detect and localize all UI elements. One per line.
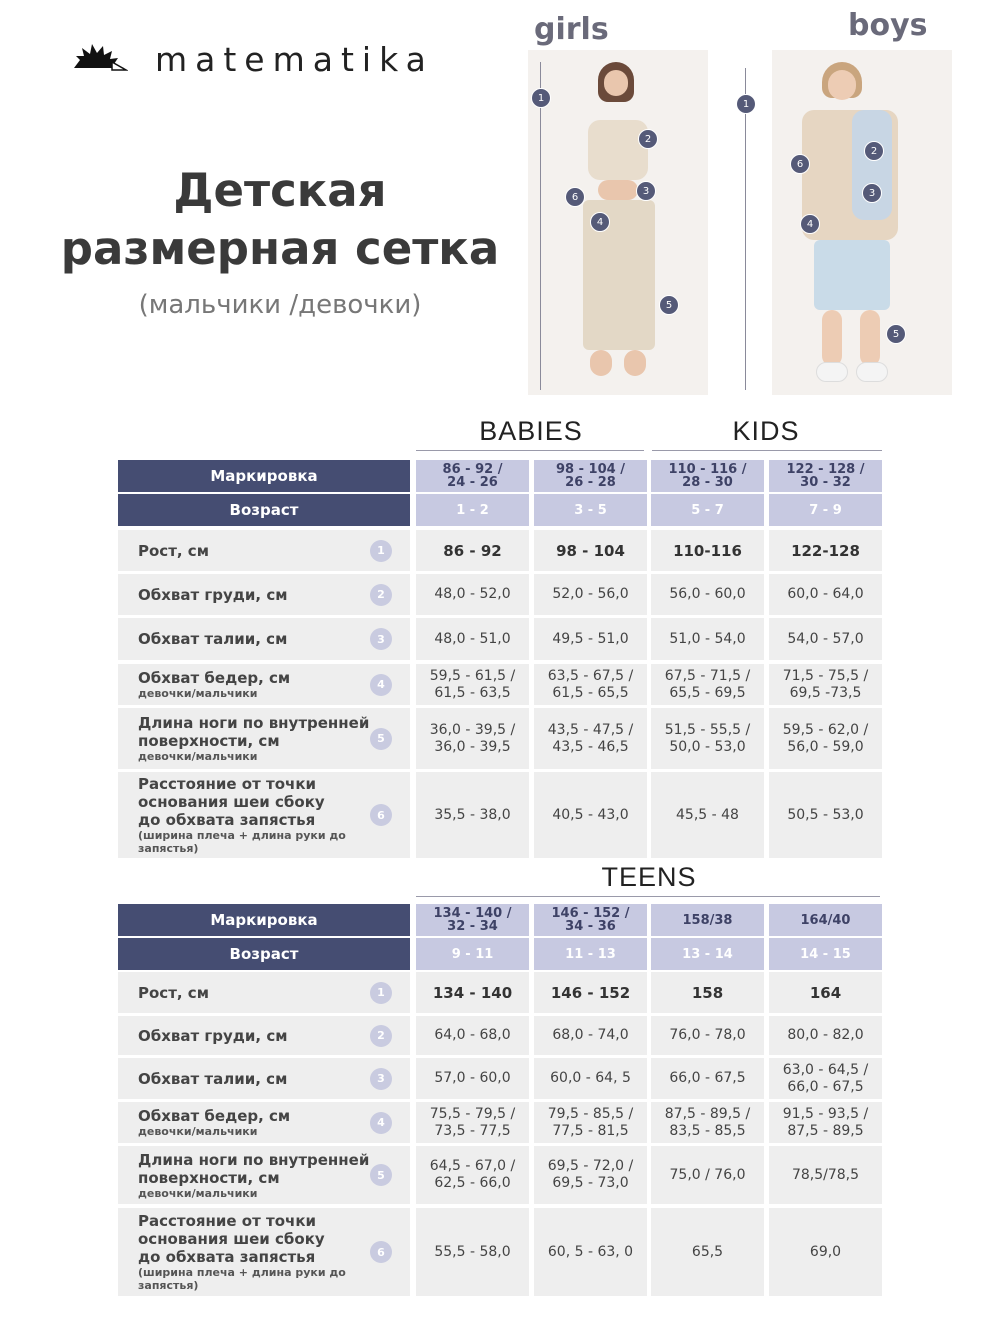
- boys-marker-3: 3: [862, 183, 882, 203]
- marking-value-line: 158/38: [682, 912, 733, 928]
- age-value: 13 - 14: [651, 938, 764, 970]
- table-cell-line: 79,5 - 85,5 /: [547, 1105, 634, 1122]
- table-cell-line: 122-128: [791, 541, 860, 560]
- row-number-badge: 2: [370, 1025, 392, 1047]
- table-cell: [769, 618, 882, 660]
- girls-marker-2: 2: [638, 129, 658, 149]
- age-value: 9 - 11: [416, 938, 529, 970]
- table-cell: [769, 1146, 882, 1204]
- table-cell: [534, 1016, 647, 1055]
- marking-value-line: 24 - 26: [447, 475, 498, 490]
- row-number-badge: 5: [370, 1164, 392, 1186]
- table-cell-line: 59,5 - 61,5 /: [429, 667, 516, 684]
- table-cell: [534, 1208, 647, 1296]
- table-cell-line: 52,0 - 56,0: [552, 586, 629, 603]
- girls-photo: [528, 50, 708, 395]
- table-cell-line: 51,5 - 55,5 /: [664, 721, 751, 738]
- boys-marker-1: 1: [736, 94, 756, 114]
- table-cell-line: 73,5 - 77,5: [434, 1122, 511, 1139]
- row-label: [118, 972, 410, 1013]
- row-label-text: Обхват талии, см: [138, 630, 288, 648]
- row-label: [118, 1058, 410, 1099]
- table-cell: [534, 618, 647, 660]
- table-cell-line: 49,5 - 51,0: [552, 630, 629, 647]
- table-cell: [769, 1016, 882, 1055]
- row-number-badge: 4: [370, 1112, 392, 1134]
- row-label-note: (ширина плеча + длина руки до запястья): [138, 829, 346, 855]
- table-cell: [416, 664, 529, 705]
- row-number-badge: 1: [370, 540, 392, 562]
- row-label: [118, 1102, 410, 1143]
- table-cell-line: 65,5 - 69,5: [669, 684, 746, 701]
- row-label-note: (ширина плеча + длина руки до запястья): [138, 1266, 346, 1292]
- table-cell-line: 76,0 - 78,0: [669, 1027, 746, 1044]
- table-cell-line: 48,0 - 51,0: [434, 630, 511, 647]
- table-cell-line: 61,5 - 63,5: [434, 684, 511, 701]
- row-label-text: Рост, см: [138, 541, 209, 560]
- girls-label: girls: [534, 12, 609, 47]
- girls-marker-3: 3: [636, 181, 656, 201]
- table-cell-line: 69,5 - 73,0: [552, 1175, 629, 1191]
- row-label-text: Длина ноги по внутренней: [138, 714, 370, 732]
- table-cell-line: 61,5 - 65,5: [552, 684, 629, 701]
- row-number-badge: 5: [370, 728, 392, 750]
- marking-value-line: 122 - 128 /: [786, 462, 865, 477]
- marking-value-line: 146 - 152 /: [551, 906, 630, 921]
- table-cell-line: 146 - 152: [550, 983, 631, 1002]
- table-cell: [534, 1102, 647, 1143]
- kids-underline: [652, 450, 882, 451]
- row-label-text: Расстояние от точки: [138, 1212, 317, 1230]
- table-cell: [769, 664, 882, 705]
- table-cell: [534, 664, 647, 705]
- marking-value-line: 164/40: [800, 912, 851, 928]
- row-label-note: девочки/мальчики: [138, 1125, 258, 1138]
- table-cell: [534, 772, 647, 858]
- table-cell: [416, 708, 529, 769]
- marking-value-line: 110 - 116 /: [668, 462, 747, 477]
- table-cell: [651, 574, 764, 615]
- table-cell-line: 87,5 - 89,5 /: [664, 1105, 751, 1122]
- boys-marker-4: 4: [800, 214, 820, 234]
- row-label-text: Длина ноги по внутренней: [138, 1150, 370, 1169]
- table-cell-line: 60,0 - 64,0: [787, 586, 864, 603]
- row-label: [118, 574, 410, 615]
- table-cell: [416, 1016, 529, 1055]
- row-label: [118, 530, 410, 571]
- table-cell: [651, 1016, 764, 1055]
- table-cell-line: 80,0 - 82,0: [787, 1027, 864, 1044]
- row-label-text: основания шеи сбоку: [138, 793, 325, 811]
- row-label: [118, 664, 410, 705]
- table-cell-line: 60, 5 - 63, 0: [547, 1243, 634, 1260]
- marking-value: [534, 460, 647, 492]
- marking-value-line: 26 - 28: [565, 475, 616, 490]
- marking-value: [534, 904, 647, 936]
- marking-value: [651, 460, 764, 492]
- girls-marker-6: 6: [565, 187, 585, 207]
- table-cell-line: 164: [809, 983, 842, 1002]
- row-label-text: поверхности, см: [138, 1168, 280, 1187]
- table-cell-line: 64,5 - 67,0 /: [429, 1158, 516, 1175]
- page-title-line2: размерная сетка: [60, 222, 500, 275]
- table-cell: [416, 618, 529, 660]
- table-cell-line: 54,0 - 57,0: [787, 630, 864, 647]
- page-subtitle: (мальчики /девочки): [138, 290, 422, 320]
- table-cell-line: 83,5 - 85,5: [669, 1122, 746, 1139]
- table-cell: [534, 708, 647, 769]
- row-label: [118, 618, 410, 660]
- table-cell: [651, 972, 764, 1013]
- table-cell-line: 43,5 - 47,5 /: [547, 721, 634, 738]
- table-cell-line: 64,0 - 68,0: [434, 1027, 511, 1044]
- table-cell: [416, 574, 529, 615]
- table-cell-line: 65,5: [691, 1243, 724, 1260]
- table-cell-line: 51,0 - 54,0: [669, 630, 746, 647]
- row-label-note: девочки/мальчики: [138, 1186, 258, 1200]
- table-cell: [651, 1208, 764, 1296]
- table-cell-line: 62,5 - 66,0: [434, 1175, 511, 1191]
- table-cell: [769, 1208, 882, 1296]
- table-cell: [651, 1102, 764, 1143]
- hedgehog-logo-icon: [72, 42, 128, 74]
- age-label: Возраст: [118, 938, 410, 970]
- table-cell-line: 71,5 - 75,5 /: [782, 667, 869, 684]
- boys-marker-6: 6: [790, 154, 810, 174]
- table-cell-line: 50,0 - 53,0: [669, 738, 746, 755]
- table-cell-line: 91,5 - 93,5 /: [782, 1105, 869, 1122]
- table-cell: [769, 772, 882, 858]
- row-number-badge: 6: [370, 1241, 392, 1263]
- table-cell: [534, 1146, 647, 1204]
- table-cell: [651, 772, 764, 858]
- row-label-note: девочки/мальчики: [138, 687, 258, 700]
- boys-label: boys: [848, 8, 928, 43]
- row-label-text: Расстояние от точки: [138, 775, 317, 793]
- table-cell-line: 48,0 - 52,0: [434, 586, 511, 603]
- table-cell-line: 36,0 - 39,5 /: [429, 721, 516, 738]
- age-value: 1 - 2: [416, 494, 529, 526]
- row-label-text: Обхват груди, см: [138, 585, 288, 604]
- table-cell-line: 69,5 -73,5: [789, 684, 862, 701]
- section-kids: KIDS: [732, 416, 800, 446]
- boys-photo: [772, 50, 952, 395]
- table-cell: [416, 530, 529, 571]
- table-cell-line: 50,5 - 53,0: [787, 806, 864, 823]
- table-cell: [416, 772, 529, 858]
- table-cell-line: 66,0 - 67,5: [669, 1070, 746, 1087]
- boys-marker-5: 5: [886, 324, 906, 344]
- row-number-badge: 1: [370, 982, 392, 1004]
- table-cell: [651, 708, 764, 769]
- table-cell: [534, 530, 647, 571]
- babies-underline: [416, 450, 644, 451]
- marking-label: Маркировка: [118, 904, 410, 936]
- row-label: [118, 772, 410, 858]
- table-cell-line: 75,0 / 76,0: [669, 1166, 746, 1183]
- table-cell: [416, 1208, 529, 1296]
- table-cell: [416, 1102, 529, 1143]
- page-title-line1: Детская: [173, 164, 387, 217]
- row-label-text: поверхности, см: [138, 732, 280, 750]
- table-cell-line: 78,5/78,5: [791, 1166, 860, 1183]
- row-label-note: девочки/мальчики: [138, 750, 258, 763]
- table-cell-line: 59,5 - 62,0 /: [782, 721, 869, 738]
- table-cell-line: 45,5 - 48: [676, 806, 739, 823]
- marking-value: [416, 460, 529, 492]
- boys-height-line: [745, 68, 746, 390]
- girls-marker-4: 4: [590, 212, 610, 232]
- table-cell: [769, 530, 882, 571]
- girls-height-line: [540, 62, 541, 390]
- row-number-badge: 4: [370, 674, 392, 696]
- table-cell-line: 67,5 - 71,5 /: [664, 667, 751, 684]
- marking-value-line: 28 - 30: [682, 475, 733, 490]
- table-cell-line: 75,5 - 79,5 /: [429, 1105, 516, 1122]
- table-cell-line: 87,5 - 89,5: [787, 1122, 864, 1139]
- row-number-badge: 2: [370, 584, 392, 606]
- marking-value-line: 86 - 92 /: [442, 462, 503, 477]
- table-cell: [651, 618, 764, 660]
- table-cell-line: 77,5 - 81,5: [552, 1122, 629, 1139]
- brand-name: matematika: [155, 40, 434, 79]
- girls-marker-1: 1: [531, 88, 551, 108]
- row-label-text: Обхват талии, см: [138, 1069, 288, 1088]
- table-cell-line: 63,5 - 67,5 /: [547, 667, 634, 684]
- table-cell-line: 56,0 - 59,0: [787, 738, 864, 755]
- teens-underline: [416, 896, 880, 897]
- table-cell-line: 36,0 - 39,5: [434, 738, 511, 755]
- girls-marker-5: 5: [659, 295, 679, 315]
- row-number-badge: 3: [370, 1068, 392, 1090]
- age-value: 3 - 5: [534, 494, 647, 526]
- marking-value-line: 34 - 36: [565, 919, 616, 934]
- table-cell-line: 158: [691, 983, 724, 1002]
- row-label-text: Рост, см: [138, 983, 209, 1002]
- table-cell: [416, 972, 529, 1013]
- row-label: [118, 708, 410, 769]
- table-cell-line: 69,0: [809, 1243, 842, 1260]
- marking-value: [769, 904, 882, 936]
- table-cell-line: 86 - 92: [443, 541, 502, 560]
- table-cell-line: 110-116: [673, 541, 742, 560]
- age-value: 5 - 7: [651, 494, 764, 526]
- table-cell: [534, 1058, 647, 1099]
- table-cell-line: 98 - 104: [556, 541, 625, 560]
- table-cell: [534, 972, 647, 1013]
- marking-label: Маркировка: [118, 460, 410, 492]
- row-number-badge: 3: [370, 628, 392, 650]
- table-cell-line: 57,0 - 60,0: [434, 1070, 511, 1087]
- marking-value-line: 134 - 140 /: [433, 906, 512, 921]
- table-cell-line: 40,5 - 43,0: [552, 806, 629, 823]
- table-cell-line: 66,0 - 67,5: [787, 1078, 864, 1095]
- marking-value-line: 32 - 34: [447, 919, 498, 934]
- table-cell: [769, 972, 882, 1013]
- row-number-badge: 6: [370, 804, 392, 826]
- table-cell-line: 69,5 - 72,0 /: [547, 1158, 634, 1175]
- table-cell-line: 63,0 - 64,5 /: [782, 1061, 869, 1078]
- table-cell: [651, 1058, 764, 1099]
- table-cell: [416, 1058, 529, 1099]
- age-value: 11 - 13: [534, 938, 647, 970]
- row-label-text: Обхват бедер, см: [138, 669, 291, 687]
- row-label: [118, 1016, 410, 1055]
- age-label: Возраст: [118, 494, 410, 526]
- table-cell: [651, 664, 764, 705]
- table-cell-line: 43,5 - 46,5: [552, 738, 629, 755]
- age-value: 7 - 9: [769, 494, 882, 526]
- marking-value-line: 30 - 32: [800, 475, 851, 490]
- section-teens: TEENS: [601, 862, 697, 892]
- row-label: [118, 1146, 410, 1204]
- marking-value: [651, 904, 764, 936]
- age-value: 14 - 15: [769, 938, 882, 970]
- row-label-text: Обхват бедер, см: [138, 1107, 291, 1125]
- table-cell: [651, 530, 764, 571]
- row-label-text: до обхвата запястья: [138, 1248, 316, 1266]
- row-label: [118, 1208, 410, 1296]
- row-label-text: до обхвата запястья: [138, 811, 316, 829]
- row-label-text: Обхват груди, см: [138, 1026, 288, 1045]
- table-cell: [769, 574, 882, 615]
- table-cell-line: 55,5 - 58,0: [434, 1243, 511, 1260]
- table-cell-line: 35,5 - 38,0: [434, 806, 511, 823]
- section-babies: BABIES: [479, 416, 583, 446]
- table-cell: [651, 1146, 764, 1204]
- table-cell: [769, 1102, 882, 1143]
- table-cell: [769, 1058, 882, 1099]
- table-cell-line: 60,0 - 64, 5: [550, 1070, 631, 1087]
- table-cell: [769, 708, 882, 769]
- marking-value: [769, 460, 882, 492]
- marking-value: [416, 904, 529, 936]
- table-cell-line: 56,0 - 60,0: [669, 586, 746, 603]
- boys-marker-2: 2: [864, 141, 884, 161]
- table-cell-line: 68,0 - 74,0: [552, 1027, 629, 1044]
- table-cell: [534, 574, 647, 615]
- marking-value-line: 98 - 104 /: [556, 462, 625, 477]
- table-cell-line: 134 - 140: [432, 983, 513, 1002]
- table-cell: [416, 1146, 529, 1204]
- row-label-text: основания шеи сбоку: [138, 1230, 325, 1248]
